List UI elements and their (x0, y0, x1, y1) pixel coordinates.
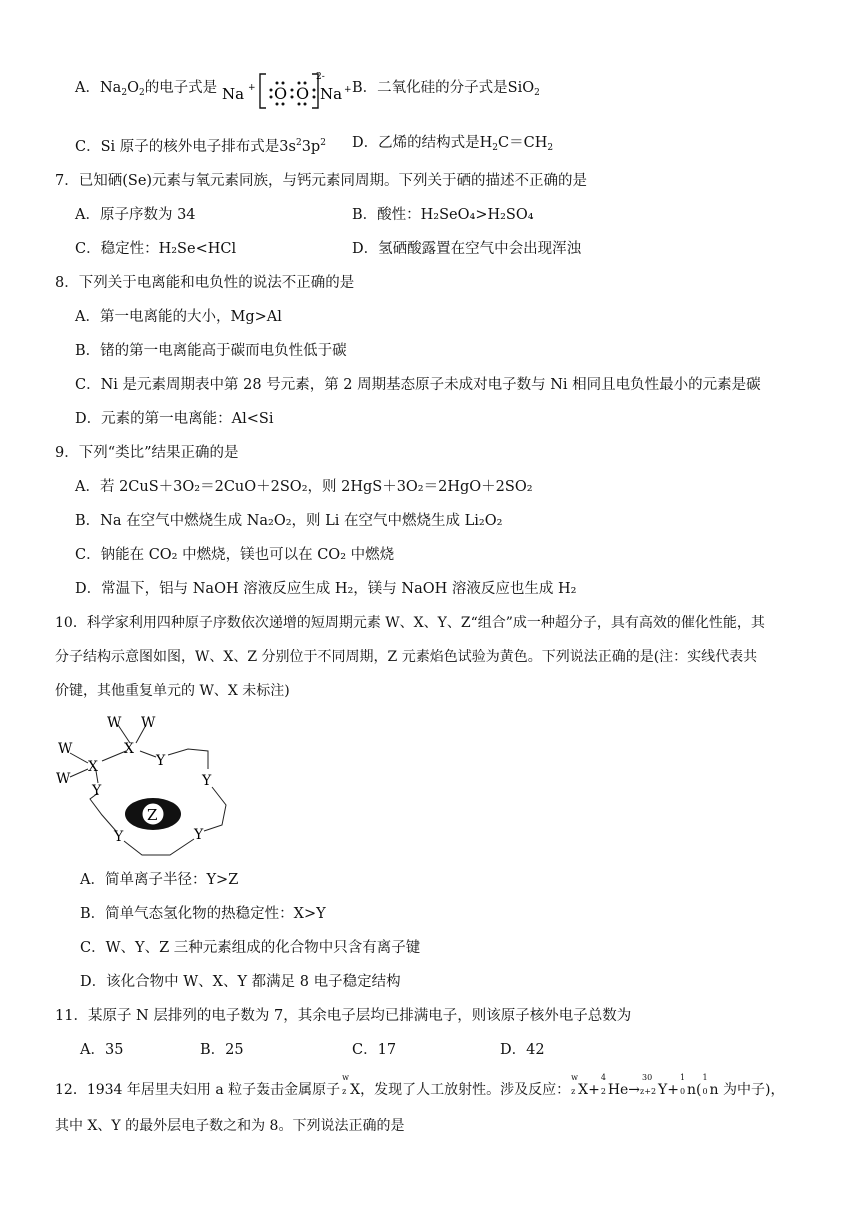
svg-text:Y: Y (202, 773, 212, 789)
q8-option-a: A．第一电离能的大小，Mg>Al (75, 309, 282, 325)
q9-option-b: B．Na 在空气中燃烧生成 Na₂O₂，则 Li 在空气中燃烧生成 Li₂O₂ (75, 513, 503, 529)
electron-dot-formula (220, 68, 350, 112)
q10-option-d: D．该化合物中 W、X、Y 都满足 8 电子稳定结构 (80, 974, 401, 990)
q9-option-d: D．常温下，铝与 NaOH 溶液反应生成 H₂，镁与 NaOH 溶液反应也生成 H₂ (75, 581, 577, 597)
q7-option-d: D．氢硒酸露置在空气中会出现浑浊 (352, 241, 582, 257)
q10-stem-line2: 分子结构示意图如图，W、X、Z 分别位于不同周期，Z 元素焰色试验为黄色。下列说法正确的是(注：实线代表共 (55, 649, 758, 665)
svg-text:Na: Na (222, 85, 245, 103)
svg-text:X: X (88, 759, 98, 775)
svg-text:O: O (296, 84, 310, 103)
svg-text:+: + (344, 85, 352, 95)
q8-option-d: D．元素的第一电离能：Al<Si (75, 411, 274, 427)
svg-text:W: W (56, 771, 71, 787)
svg-text:X: X (124, 741, 134, 757)
svg-text:Na: Na (320, 85, 343, 103)
q10-option-b: B．简单气态氢化物的热稳定性：X>Y (80, 906, 326, 922)
svg-text:Y: Y (156, 753, 166, 769)
svg-text:Z: Z (147, 806, 158, 824)
svg-text:O: O (274, 84, 288, 103)
q11-option-a: A．35 (80, 1042, 124, 1058)
svg-text:Y: Y (114, 829, 124, 845)
q10-option-a: A．简单离子半径：Y>Z (80, 872, 239, 888)
svg-text:W: W (141, 715, 156, 731)
q8-option-c: C．Ni 是元素周期表中第 28 号元素，第 2 周期基态原子未成对电子数与 Ni 相同且电负性最小的元素是碳 (75, 377, 761, 393)
q7-option-a: A．原子序数为 34 (75, 207, 196, 223)
svg-text:W: W (107, 715, 122, 731)
q11-option-b: B．25 (200, 1042, 244, 1058)
svg-text:+: + (248, 83, 256, 93)
svg-text:Y: Y (92, 783, 102, 799)
q8-option-b: B．锗的第一电离能高于碳而电负性低于碳 (75, 343, 347, 359)
q9-stem: 9．下列“类比”结果正确的是 (55, 445, 239, 461)
q11-option-c: C．17 (352, 1042, 397, 1058)
q6-option-c: C．Si 原子的核外电子排布式是$3s^23p^2$ (75, 138, 326, 155)
supramolecule-diagram (50, 705, 250, 865)
q11-option-d: D．42 (500, 1042, 545, 1058)
q6-option-a: A．$Na_2O_2$的电子式是 (75, 80, 218, 98)
q10-option-c: C．W、Y、Z 三种元素组成的化合物中只含有离子键 (80, 940, 421, 956)
q8-stem: 8．下列关于电离能和电负性的说法不正确的是 (55, 275, 355, 291)
q10-stem-line1: 10．科学家利用四种原子序数依次递增的短周期元素 W、X、Y、Z“组合”成一种超分子，具有高效的催化性能，其 (55, 615, 765, 631)
q6-option-b: B．二氧化硅的分子式是SiO$_2$ (352, 80, 540, 98)
q12-stem-line1: 12．1934 年居里夫妇用 a 粒子轰击金属原子 w z X，发现了人工放射性。涉及反应： w z X+ 4 2 He→ 30 z+2 Y+ 1 0 n( 1 0 n 为中子)， (55, 1073, 785, 1098)
q9-option-a: A．若 2CuS＋3O₂＝2CuO＋2SO₂，则 2HgS＋3O₂＝2HgO＋2SO₂ (75, 479, 533, 495)
svg-text:W: W (58, 741, 73, 757)
q9-option-c: C．钠能在 CO₂ 中燃烧，镁也可以在 CO₂ 中燃烧 (75, 547, 395, 563)
q12-stem-line2: 其中 X、Y 的最外层电子数之和为 8。下列说法正确的是 (55, 1118, 405, 1134)
q6-option-d: D．乙烯的结构式是$H_2C=CH_2$ (352, 135, 554, 153)
q7-stem: 7．已知硒(Se)元素与氧元素同族，与钙元素同周期。下列关于硒的描述不正确的是 (55, 173, 588, 189)
q7-option-b: B．酸性：H₂SeO₄>H₂SO₄ (352, 207, 534, 223)
q11-stem: 11．某原子 N 层排列的电子数为 7，其余电子层均已排满电子，则该原子核外电子总数为 (55, 1008, 632, 1024)
svg-text:Y: Y (194, 827, 204, 843)
q7-option-c: C．稳定性：H₂Se<HCl (75, 241, 237, 257)
svg-text:2-: 2- (316, 72, 325, 82)
q10-stem-line3: 价键，其他重复单元的 W、X 未标注) (55, 683, 290, 699)
